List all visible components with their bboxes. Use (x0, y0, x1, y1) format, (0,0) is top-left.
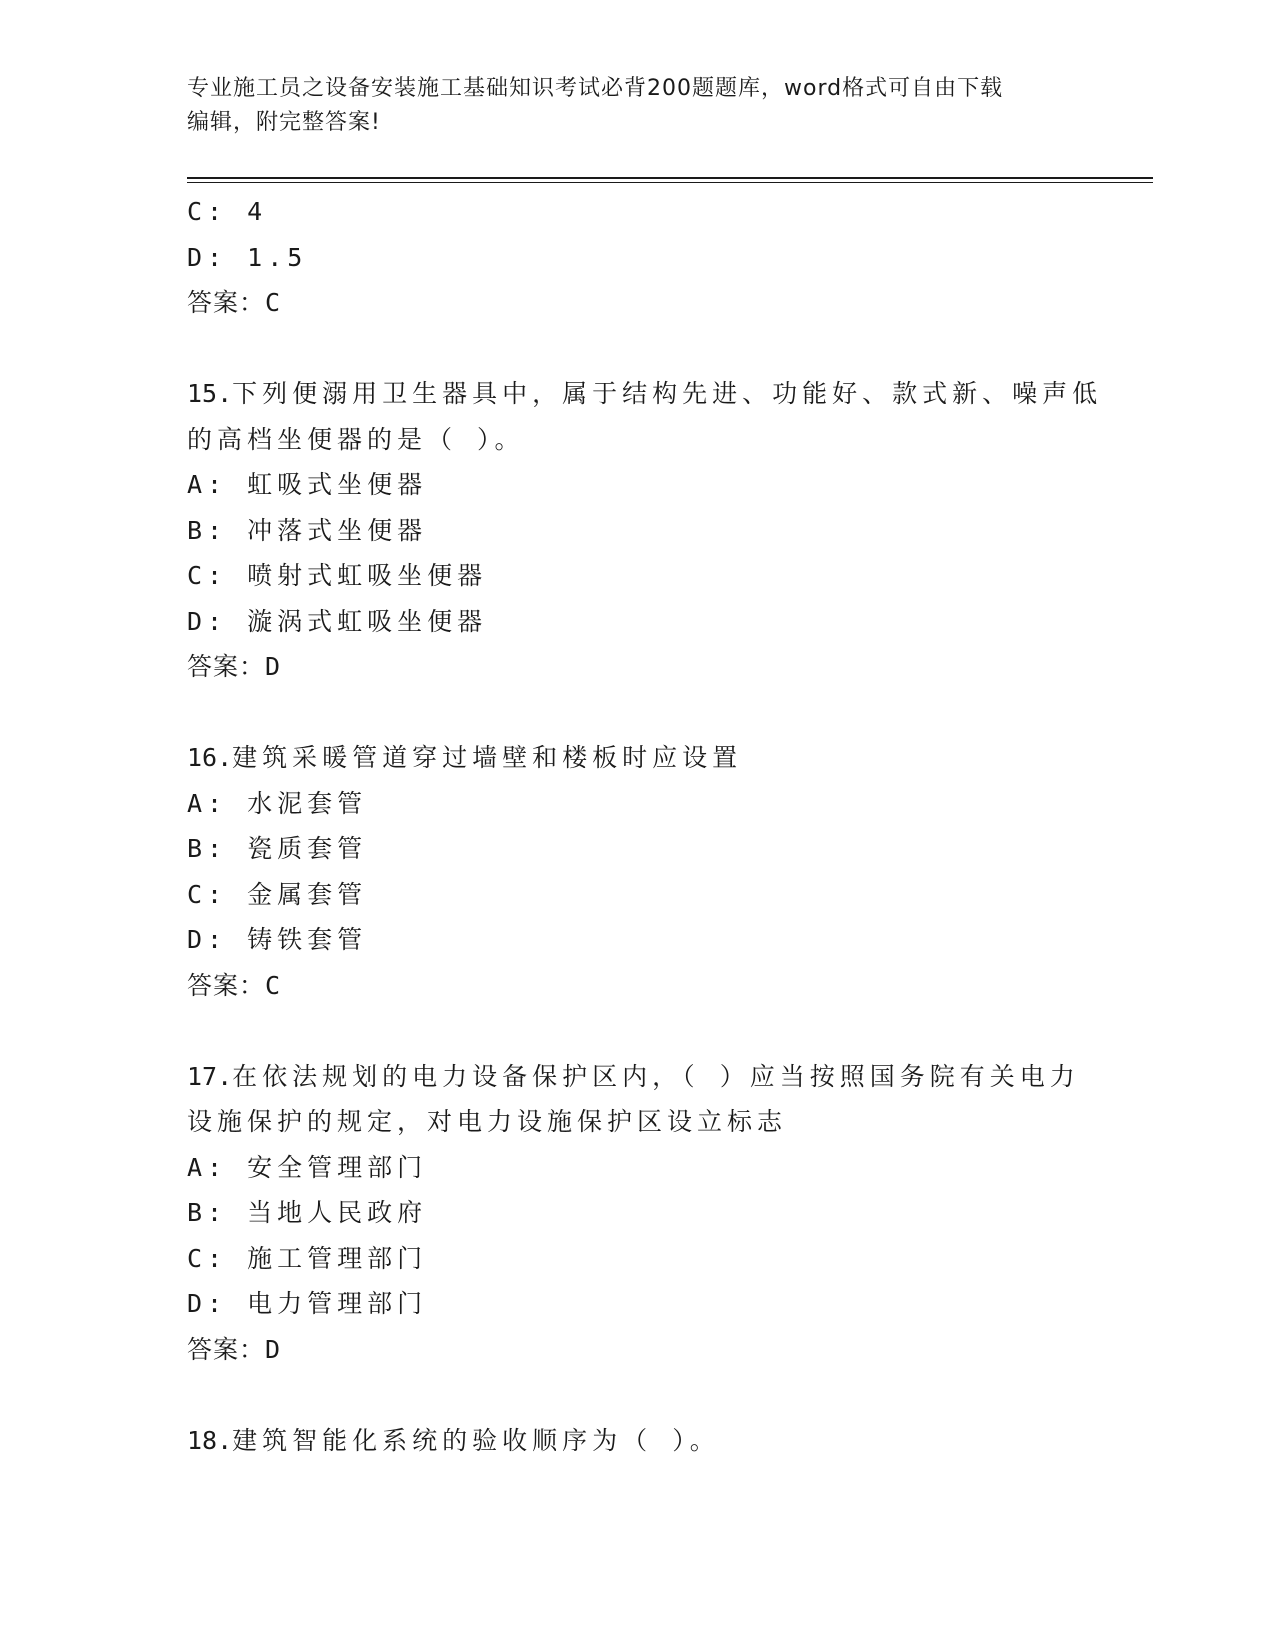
option-text: 安全管理部门 (247, 1152, 428, 1182)
question-line: 设施保护的规定，对电力设施保护区设立标志 (187, 1107, 788, 1136)
question-16 (187, 735, 1137, 1008)
option-text: 4 (247, 197, 268, 226)
option-text: 喷射式虹吸坐便器 (247, 561, 488, 590)
option-letter: B: (187, 834, 228, 863)
answer-value: D (265, 1334, 282, 1364)
question-18 (187, 1418, 1137, 1464)
option-letter: C: (187, 1243, 228, 1273)
option-letter: B: (187, 515, 228, 545)
option-line (187, 508, 1137, 554)
question-line: 在依法规划的电力设备保护区内，（ ）应当按照国务院有关电力 (232, 1061, 1080, 1091)
answer-line (187, 963, 1137, 1009)
option-text: 施工管理部门 (247, 1243, 428, 1273)
option-line (187, 781, 1137, 827)
question-text (187, 1418, 1137, 1464)
question-15 (187, 371, 1137, 690)
option-line (187, 599, 1137, 645)
option-line (187, 917, 1137, 963)
answer-value: C (265, 970, 282, 1000)
answer-line (187, 280, 1137, 326)
option-text: 水泥套管 (247, 788, 368, 818)
question-number: 18. (187, 1425, 233, 1455)
option-letter: D: (187, 925, 228, 954)
option-letter: D: (187, 1289, 228, 1318)
option-text: 电力管理部门 (247, 1289, 428, 1318)
answer-value: C (265, 288, 282, 317)
option-letter: C: (187, 561, 228, 590)
option-line (187, 462, 1137, 508)
header-rule-thin (187, 182, 1153, 183)
option-line (187, 826, 1137, 872)
header-rule-thick (187, 177, 1153, 179)
option-text: 铸铁套管 (247, 925, 368, 954)
option-text: 冲落式坐便器 (247, 515, 428, 545)
option-text: 金属套管 (247, 879, 368, 909)
answer-label: 答案： (187, 652, 266, 681)
answer-label: 答案： (187, 1334, 266, 1364)
prev-question (187, 189, 1137, 326)
question-line: 的高档坐便器的是（ ）。 (187, 424, 525, 454)
page-header (187, 72, 1067, 140)
option-line (187, 872, 1137, 918)
option-line (187, 1190, 1137, 1236)
answer-label: 答案： (187, 970, 266, 1000)
answer-line (187, 644, 1137, 690)
header-line-1: 专业施工员之设备安装施工基础知识考试必背200题题库，word格式可自由下载 (187, 76, 1004, 101)
option-line (187, 189, 1137, 235)
question-text (187, 371, 1137, 417)
option-letter: A: (187, 470, 228, 499)
question-number: 17. (187, 1061, 233, 1091)
option-letter: C: (187, 197, 228, 226)
question-line: 下列便溺用卫生器具中，属于结构先进、功能好、款式新、噪声低 (232, 379, 1103, 408)
option-text: 漩涡式虹吸坐便器 (247, 606, 488, 636)
option-line (187, 1145, 1137, 1191)
option-text: 瓷质套管 (247, 834, 368, 863)
option-line (187, 1236, 1137, 1282)
question-17 (187, 1054, 1137, 1373)
option-letter: D: (187, 606, 228, 636)
document-body (187, 189, 1137, 1463)
option-line (187, 1281, 1137, 1327)
option-letter: A: (187, 788, 228, 818)
question-text (187, 735, 1137, 781)
question-line: 建筑智能化系统的验收顺序为（ ）。 (232, 1425, 720, 1455)
option-letter: A: (187, 1152, 228, 1182)
question-line: 建筑采暖管道穿过墙壁和楼板时应设置 (232, 743, 743, 772)
header-line-2: 编辑，附完整答案! (187, 110, 381, 135)
option-letter: C: (187, 879, 228, 909)
answer-value: D (265, 652, 282, 681)
option-text: 1.5 (247, 242, 308, 272)
option-letter: D: (187, 242, 228, 272)
answer-label: 答案： (187, 288, 266, 317)
answer-line (187, 1327, 1137, 1373)
question-number: 15. (187, 379, 233, 408)
question-number: 16. (187, 743, 233, 772)
option-text: 当地人民政府 (247, 1198, 428, 1227)
option-line (187, 235, 1137, 281)
option-letter: B: (187, 1198, 228, 1227)
option-line (187, 553, 1137, 599)
option-text: 虹吸式坐便器 (247, 470, 428, 499)
question-text (187, 1054, 1137, 1100)
